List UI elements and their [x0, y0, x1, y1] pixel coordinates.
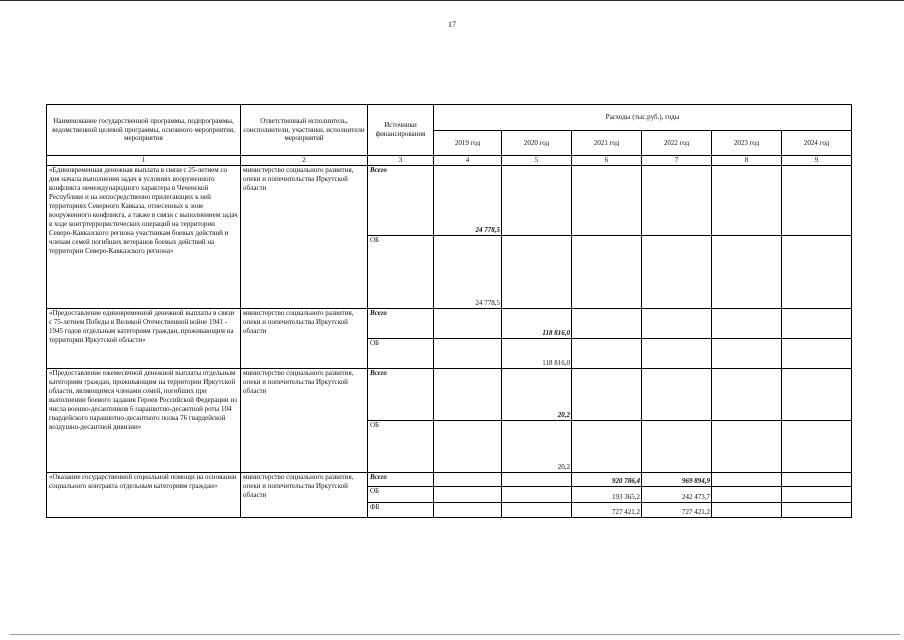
value-cell: 727 421,2	[572, 503, 642, 518]
value-cell	[782, 369, 852, 421]
value-cell	[434, 369, 502, 421]
value-cell	[782, 309, 852, 339]
header-year-2023: 2023 год	[712, 131, 782, 156]
header-year-2024: 2024 год	[782, 131, 852, 156]
measure-name: «Оказание государственной социальной помощи на основании социального контракта отдельным категориям граждан»	[47, 473, 241, 518]
value-cell	[502, 236, 572, 309]
value-cell	[782, 236, 852, 309]
value-cell	[572, 369, 642, 421]
source-label: Всего	[368, 166, 434, 236]
value-cell: 118 816,0	[502, 309, 572, 339]
value-cell	[712, 487, 782, 503]
source-label: Всего	[368, 473, 434, 487]
value-cell	[712, 473, 782, 487]
column-number: 6	[572, 156, 642, 166]
value-cell: 118 816,0	[502, 339, 572, 369]
source-label: ОБ	[368, 487, 434, 503]
page-number: 17	[448, 20, 456, 29]
column-number: 5	[502, 156, 572, 166]
table-row	[47, 166, 852, 236]
value-cell	[434, 421, 502, 473]
value-cell	[642, 309, 712, 339]
value-cell: 727 421,2	[642, 503, 712, 518]
scan-top-edge	[0, 0, 904, 1]
source-label: Всего	[368, 309, 434, 339]
source-label: ФБ	[368, 503, 434, 518]
table-row	[47, 473, 852, 487]
value-cell: 920 786,4	[572, 473, 642, 487]
value-cell	[434, 487, 502, 503]
source-label: Всего	[368, 369, 434, 421]
value-cell	[572, 421, 642, 473]
value-cell	[782, 166, 852, 236]
source-label: ОБ	[368, 339, 434, 369]
column-number: 3	[368, 156, 434, 166]
value-cell	[642, 369, 712, 421]
responsible-executor: министерство социального развития, опеки и попечительства Иркутской области	[241, 473, 368, 518]
value-cell	[434, 309, 502, 339]
value-cell	[502, 166, 572, 236]
value-cell: 20,2	[502, 369, 572, 421]
responsible-executor: министерство социального развития, опеки и попечительства Иркутской области	[241, 309, 368, 369]
value-cell	[572, 236, 642, 309]
value-cell	[502, 503, 572, 518]
column-number: 4	[434, 156, 502, 166]
value-cell: 20,2	[502, 421, 572, 473]
value-cell: 24 778,5	[434, 166, 502, 236]
column-number: 7	[642, 156, 712, 166]
value-cell	[434, 503, 502, 518]
header-year-2022: 2022 год	[642, 131, 712, 156]
value-cell	[572, 339, 642, 369]
value-cell	[642, 236, 712, 309]
value-cell	[572, 309, 642, 339]
header-col-responsible: Ответственный исполнитель, соисполнители, участники, исполнители мероприятий	[241, 105, 368, 156]
value-cell: 24 778,5	[434, 236, 502, 309]
header-col-sources: Источники финансирования	[368, 105, 434, 156]
value-cell	[782, 503, 852, 518]
value-cell	[782, 421, 852, 473]
value-cell	[434, 473, 502, 487]
value-cell	[712, 421, 782, 473]
value-cell	[782, 339, 852, 369]
table-row	[47, 309, 852, 339]
value-cell	[712, 309, 782, 339]
value-cell	[712, 166, 782, 236]
value-cell: 242 473,7	[642, 487, 712, 503]
header-col-expenses: Расходы (тыс.руб.), годы	[434, 105, 852, 131]
measure-name: «Единовременная денежная выплата в связи с 25-летием со дня начала выполнения задач в условиях вооруженного конфликта немеждународного характера в Чеченской Республике и на непосредственно прилегающих к ней территориях Северного Кавказа, отнесенных к зоне вооруженного конфликта, а также в связи с выполнением задач в ходе контртеррористических операций на территории Северо-Кавказского региона участникам боевых действий и членам семей погибших ветеранов боевых действий на территории Северо-Кавказского региона»	[47, 166, 241, 309]
value-cell	[712, 369, 782, 421]
value-cell	[712, 503, 782, 518]
value-cell	[572, 166, 642, 236]
measure-name: «Предоставление единовременной денежной выплаты в связи с 75-летием Победы в Великой Отечественной войне 1941 - 1945 годов отдельным категориям граждан, проживающим на территории Иркутской области»	[47, 309, 241, 369]
value-cell	[712, 236, 782, 309]
column-number: 9	[782, 156, 852, 166]
scan-bottom-edge	[10, 634, 900, 635]
column-number: 2	[241, 156, 368, 166]
value-cell	[642, 166, 712, 236]
column-number: 8	[712, 156, 782, 166]
source-label: ОБ	[368, 236, 434, 309]
value-cell	[642, 421, 712, 473]
value-cell	[502, 487, 572, 503]
column-number: 1	[47, 156, 241, 166]
value-cell	[502, 473, 572, 487]
header-year-2021: 2021 год	[572, 131, 642, 156]
header-year-2020: 2020 год	[502, 131, 572, 156]
value-cell	[434, 339, 502, 369]
value-cell	[782, 473, 852, 487]
value-cell: 969 894,9	[642, 473, 712, 487]
table-row	[47, 369, 852, 421]
responsible-executor: министерство социального развития, опеки и попечительства Иркутской области	[241, 166, 368, 309]
header-col-name: Наименование государственной программы, подпрограммы, ведомственной целевой программы, основного мероприятия, мероприятия	[47, 105, 241, 156]
value-cell	[642, 339, 712, 369]
value-cell: 193 365,2	[572, 487, 642, 503]
header-year-2019: 2019 год	[434, 131, 502, 156]
responsible-executor: министерство социального развития, опеки и попечительства Иркутской области	[241, 369, 368, 473]
source-label: ОБ	[368, 421, 434, 473]
value-cell	[712, 339, 782, 369]
value-cell	[782, 487, 852, 503]
expenses-table	[46, 104, 852, 518]
measure-name: «Предоставление ежемесячной денежной выплаты отдельным категориям граждан, проживающим на территории Иркутской области, являющимся членами семей, погибших при выполнении боевого задания Героев Российской Федерации из числа военно-десантников 6 парашютно-десантной роты 104 гвардейского парашютно-десантного полка 76 гвардейской воздушно-десантной дивизии»	[47, 369, 241, 473]
